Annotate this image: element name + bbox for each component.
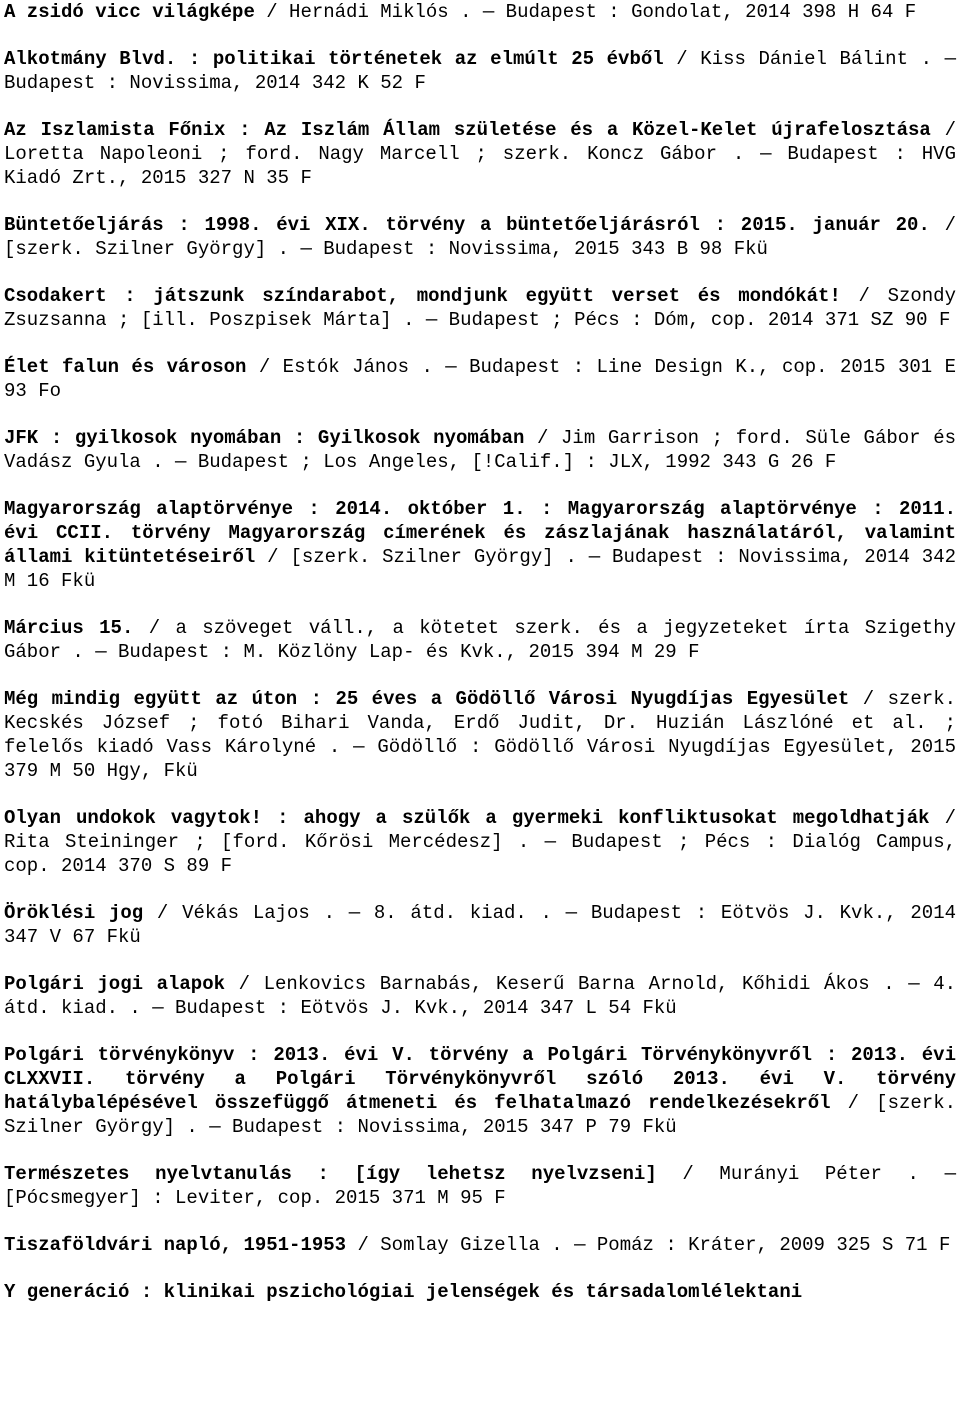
entry-details: / Estók János . — Budapest : Line Design K., cop. 2015 301 E 93 Fo bbox=[4, 356, 956, 402]
entry-title: Természetes nyelvtanulás : [így lehetsz nyelvzseni] bbox=[4, 1163, 657, 1185]
catalog-entry bbox=[4, 1162, 956, 1210]
catalog-entry bbox=[4, 1280, 956, 1304]
entry-details: / [szerk. Szilner György] . — Budapest : Novissima, 2015 347 P 79 Fkü bbox=[4, 1092, 956, 1138]
catalog-entry bbox=[4, 687, 956, 783]
entry-title: Élet falun és városon bbox=[4, 356, 247, 378]
catalog-page bbox=[4, 0, 956, 1327]
entry-details: / [szerk. Szilner György] . — Budapest : Novissima, 2014 342 M 16 Fkü bbox=[4, 546, 956, 592]
entry-details: / [szerk. Szilner György] . — Budapest : Novissima, 2015 343 B 98 Fkü bbox=[4, 214, 956, 260]
entry-details: / Murányi Péter . — [Pócsmegyer] : Leviter, cop. 2015 371 M 95 F bbox=[4, 1163, 956, 1209]
entry-title: Y generáció : klinikai pszichológiai jelenségek és társadalomlélektani bbox=[4, 1281, 803, 1303]
catalog-entry bbox=[4, 426, 956, 474]
entry-title: Még mindig együtt az úton : 25 éves a Gödöllő Városi Nyugdíjas Egyesület bbox=[4, 688, 850, 710]
catalog-entry bbox=[4, 901, 956, 949]
catalog-entry bbox=[4, 1043, 956, 1139]
entry-title: Magyarország alaptörvénye : 2014. október 1. : Magyarország alaptörvénye : 2011. évi CCII. törvény Magyarország címerének és zászlajának használatáról, valamint állami kitüntetéseiről bbox=[4, 498, 956, 568]
entry-title: Március 15. bbox=[4, 617, 134, 639]
catalog-entry bbox=[4, 47, 956, 95]
entry-title: Olyan undokok vagytok! : ahogy a szülők a gyermeki konfliktusokat megoldhatják bbox=[4, 807, 930, 829]
catalog-entry bbox=[4, 118, 956, 190]
catalog-entry bbox=[4, 213, 956, 261]
entry-title: A zsidó vicc világképe bbox=[4, 1, 255, 23]
entry-details: / Szondy Zsuzsanna ; [ill. Poszpisek Márta] . — Budapest ; Pécs : Dóm, cop. 2014 371 SZ 90 F bbox=[4, 285, 956, 331]
entry-title: Polgári törvénykönyv : 2013. évi V. törvény a Polgári Törvénykönyvről : 2013. évi CLXXVII. törvény a Polgári Törvénykönyvről szóló 2013. évi V. törvény hatálybalépésével összefüggő átmeneti és felhatalmazó rendelkezésekről bbox=[4, 1044, 956, 1114]
catalog-entry bbox=[4, 497, 956, 593]
catalog-entry bbox=[4, 0, 956, 24]
entry-details: / Kiss Dániel Bálint . — Budapest : Novissima, 2014 342 K 52 F bbox=[4, 48, 957, 94]
entry-details: / Jim Garrison ; ford. Süle Gábor és Vadász Gyula . — Budapest ; Los Angeles, [!Calif.] : JLX, 1992 343 G 26 F bbox=[4, 427, 956, 473]
entry-details: / Somlay Gizella . — Pomáz : Kráter, 2009 325 S 71 F bbox=[346, 1234, 951, 1256]
entry-details: / szerk. Kecskés József ; fotó Bihari Vanda, Erdő Judit, Dr. Huzián Lászlóné et al. ; felelős kiadó Vass Károlyné . — Gödöllő : Gödöllő Városi Nyugdíjas Egyesület, 2015 379 M 50 Hgy, Fkü bbox=[4, 688, 956, 782]
entry-details: / Rita Steininger ; [ford. Kőrösi Mercédesz] . — Budapest ; Pécs : Dialóg Campus, cop. 2014 370 S 89 F bbox=[4, 807, 956, 877]
catalog-entry bbox=[4, 1233, 956, 1257]
catalog-entry bbox=[4, 355, 956, 403]
catalog-entry bbox=[4, 806, 956, 878]
entry-title: Az Iszlamista Főnix : Az Iszlám Állam születése és a Közel-Kelet újrafelosztása bbox=[4, 119, 931, 141]
entry-details: / a szöveget váll., a kötetet szerk. és a jegyzeteket írta Szigethy Gábor . — Budapest : M. Közlöny Lap- és Kvk., 2015 394 M 29 F bbox=[4, 617, 957, 663]
entry-title: Csodakert : játszunk színdarabot, mondjunk együtt verset és mondókát! bbox=[4, 285, 841, 307]
entry-title: Tiszaföldvári napló, 1951-1953 bbox=[4, 1234, 347, 1256]
entry-title: Alkotmány Blvd. : politikai történetek az elmúlt 25 évből bbox=[4, 48, 664, 70]
catalog-entry bbox=[4, 616, 956, 664]
entry-title: Öröklési jog bbox=[4, 902, 144, 924]
entry-details: / Vékás Lajos . — 8. átd. kiad. . — Budapest : Eötvös J. Kvk., 2014 347 V 67 Fkü bbox=[4, 902, 956, 948]
entry-details: / Lenkovics Barnabás, Keserű Barna Arnold, Kőhidi Ákos . — 4. átd. kiad. . — Budapest : Eötvös J. Kvk., 2014 347 L 54 Fkü bbox=[4, 973, 956, 1019]
catalog-entry bbox=[4, 284, 956, 332]
entry-details: / Loretta Napoleoni ; ford. Nagy Marcell ; szerk. Koncz Gábor . — Budapest : HVG Kiadó Zrt., 2015 327 N 35 F bbox=[4, 119, 957, 189]
entry-title: JFK : gyilkosok nyomában : Gyilkosok nyomában bbox=[4, 427, 525, 449]
entry-title: Polgári jogi alapok bbox=[4, 973, 226, 995]
entry-details: / Hernádi Miklós . — Budapest : Gondolat, 2014 398 H 64 F bbox=[254, 1, 917, 23]
catalog-entry bbox=[4, 972, 956, 1020]
entry-title: Büntetőeljárás : 1998. évi XIX. törvény a büntetőeljárásról : 2015. január 20. bbox=[4, 214, 930, 236]
